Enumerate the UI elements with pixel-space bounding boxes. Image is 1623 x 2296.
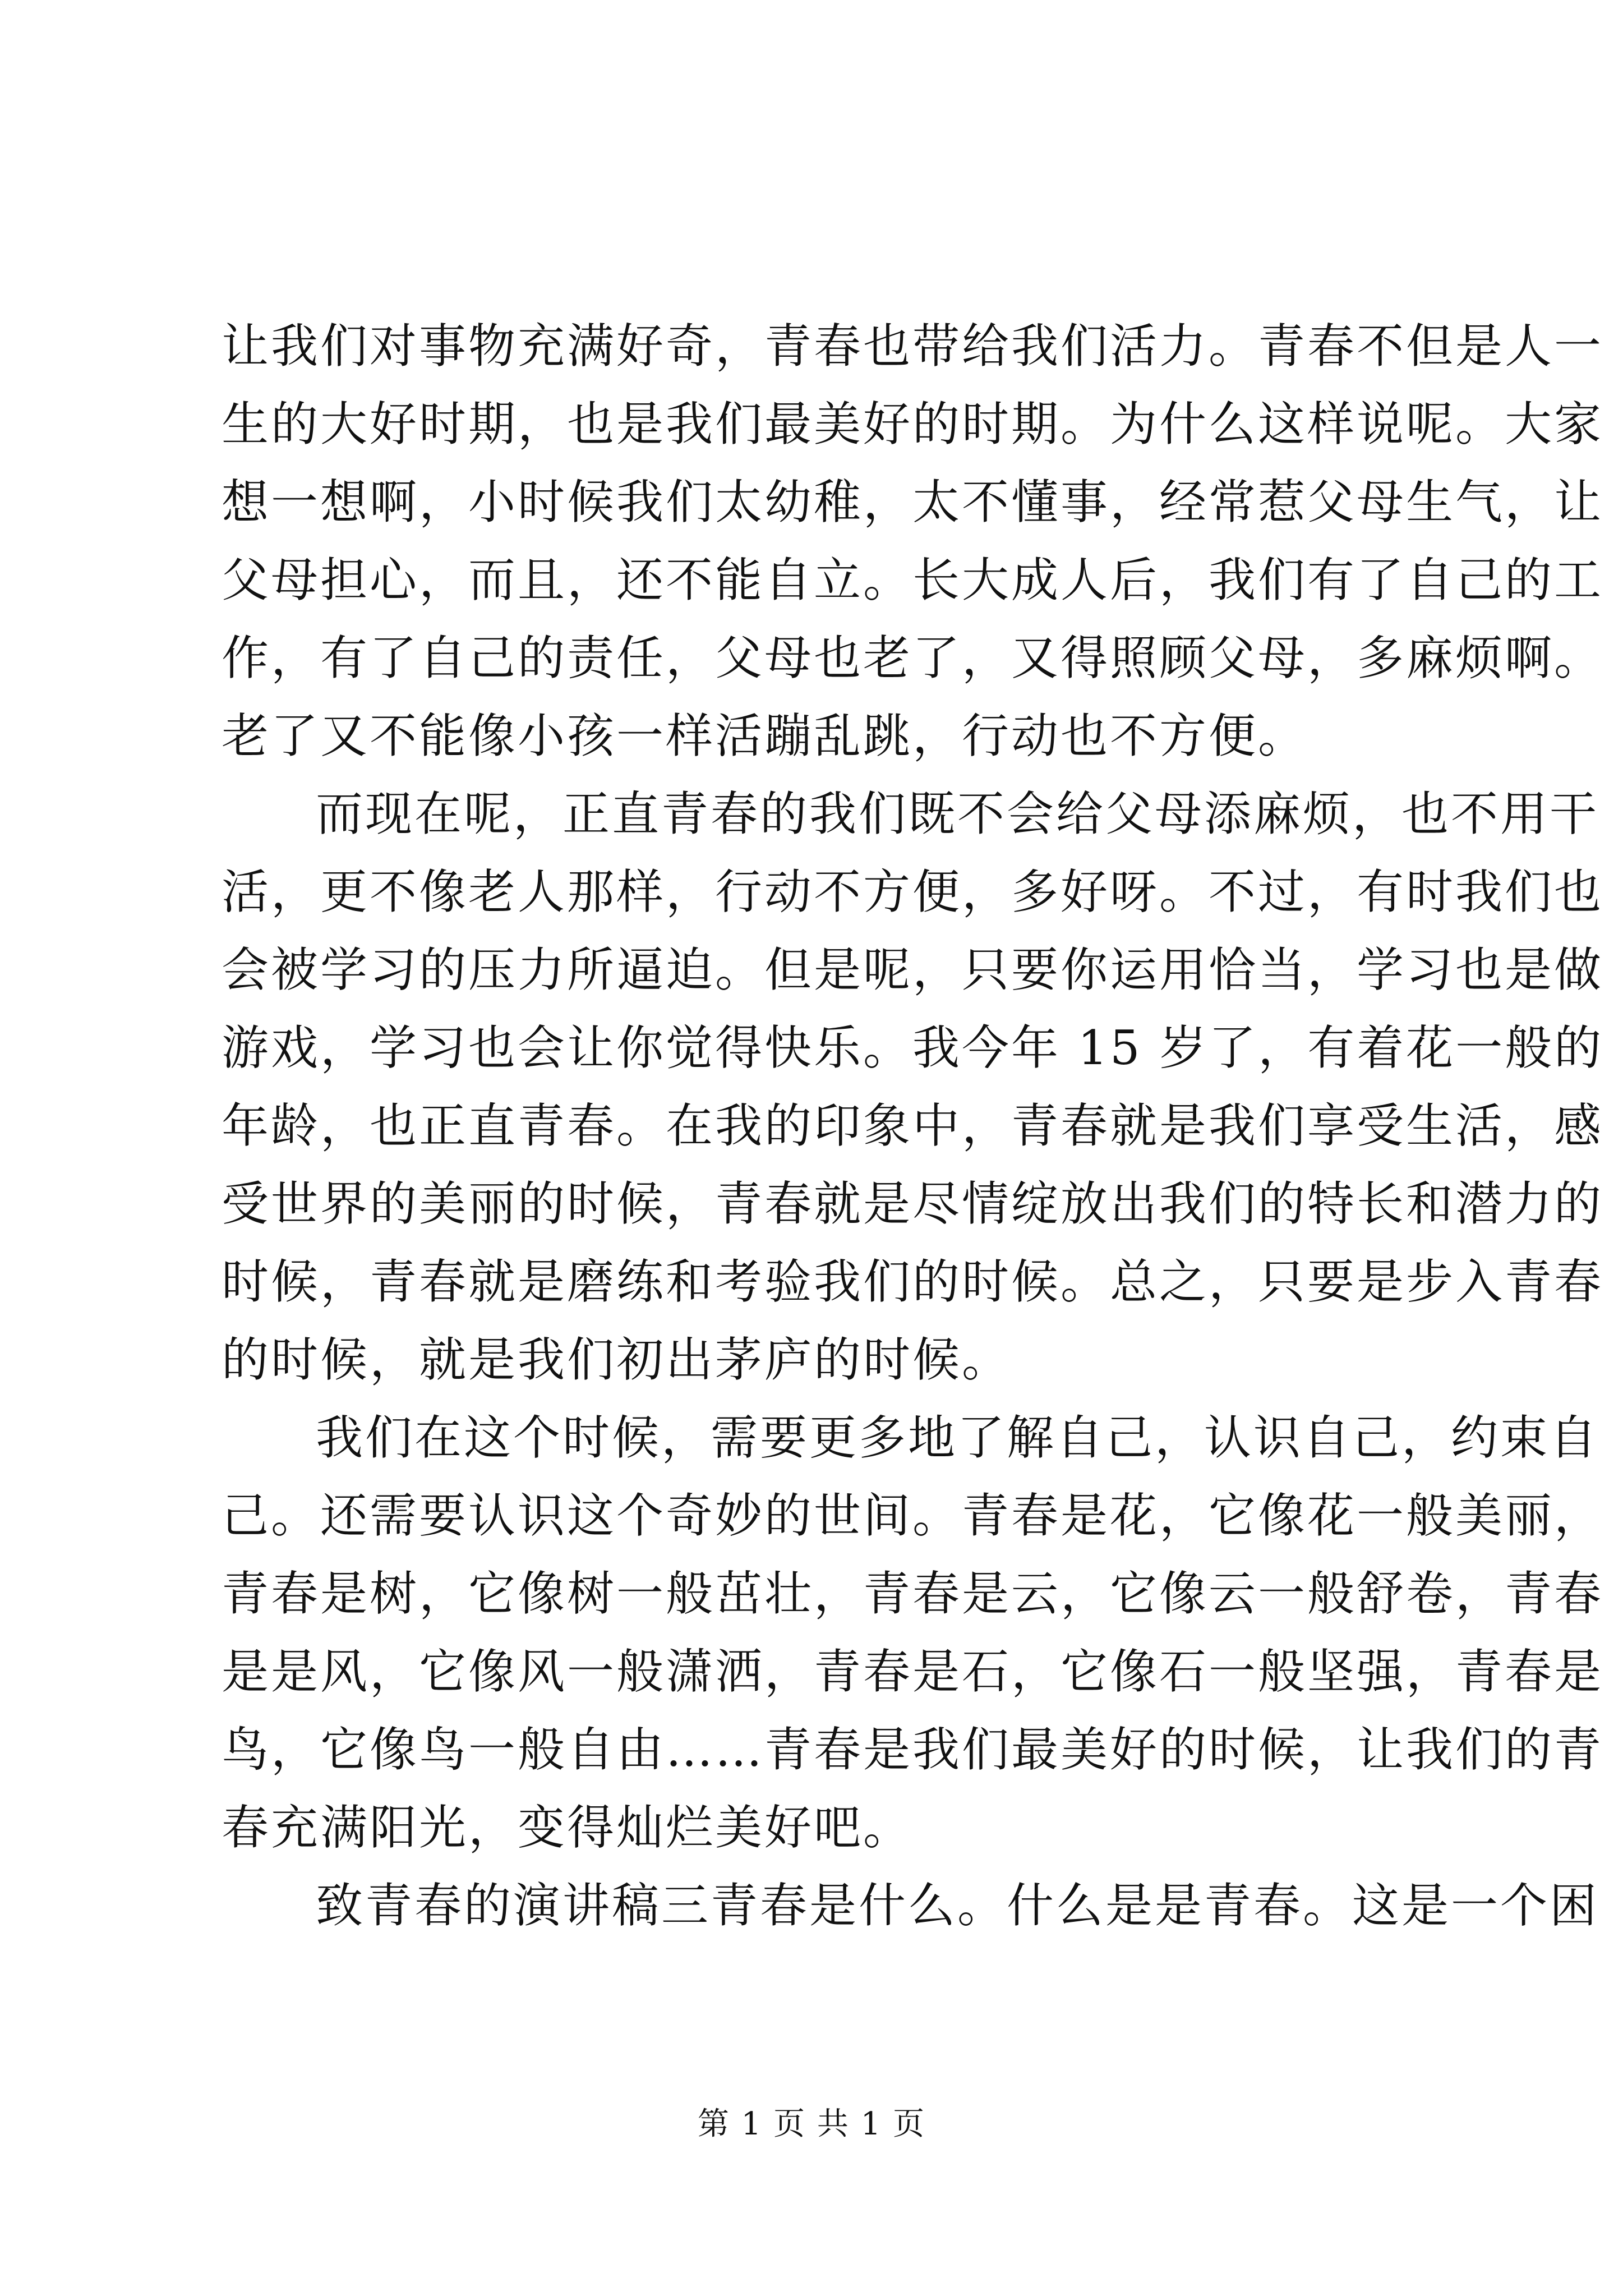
text-line: 我们在这个时候，需要更多地了解自己，认识自己，约束自 bbox=[316, 1410, 1599, 1465]
page-footer: 第 1 页 共 1 页 bbox=[697, 2106, 926, 2142]
text-line: 生的大好时期，也是我们最美好的时期。为什么这样说呢。大家 bbox=[222, 397, 1604, 452]
text-line: 想一想啊，小时候我们太幼稚，太不懂事，经常惹父母生气，让 bbox=[222, 475, 1604, 530]
text-line: 受世界的美丽的时候，青春就是尽情绽放出我们的特长和潜力的 bbox=[222, 1176, 1604, 1231]
text-line: 春充满阳光，变得灿烂美好吧。 bbox=[222, 1800, 913, 1855]
text-line: 青春是树，它像树一般茁壮，青春是云，它像云一般舒卷，青春 bbox=[222, 1566, 1604, 1621]
text-line: 作，有了自己的责任，父母也老了，又得照顾父母，多麻烦啊。 bbox=[222, 631, 1604, 685]
text-line: 鸟，它像鸟一般自由……青春是我们最美好的时候，让我们的青 bbox=[222, 1722, 1604, 1777]
text-line: 老了又不能像小孩一样活蹦乱跳，行动也不方便。 bbox=[222, 708, 1308, 763]
text-line: 是是风，它像风一般潇洒，青春是石，它像石一般坚强，青春是 bbox=[222, 1644, 1604, 1699]
text-line: 的时候，就是我们初出茅庐的时候。 bbox=[222, 1332, 1012, 1387]
text-line: 让我们对事物充满好奇，青春也带给我们活力。青春不但是人一 bbox=[222, 319, 1604, 374]
text-line: 父母担心，而且，还不能自立。长大成人后，我们有了自己的工 bbox=[222, 553, 1604, 608]
text-line: 会被学习的压力所逼迫。但是呢，只要你运用恰当，学习也是做 bbox=[222, 942, 1604, 997]
text-line: 年龄，也正直青春。在我的印象中，青春就是我们享受生活，感 bbox=[222, 1098, 1604, 1153]
text-line: 时候，青春就是磨练和考验我们的时候。总之，只要是步入青春 bbox=[222, 1254, 1604, 1309]
text-line: 己。还需要认识这个奇妙的世间。青春是花，它像花一般美丽， bbox=[222, 1488, 1604, 1543]
text-line: 致青春的演讲稿三青春是什么。什么是是青春。这是一个困 bbox=[316, 1878, 1599, 1933]
document-body bbox=[222, 307, 1604, 1945]
text-line: 活，更不像老人那样，行动不方便，多好呀。不过，有时我们也 bbox=[222, 864, 1604, 919]
text-line: 而现在呢，正直青春的我们既不会给父母添麻烦，也不用干 bbox=[316, 786, 1599, 841]
text-line: 游戏，学习也会让你觉得快乐。我今年 15 岁了，有着花一般的 bbox=[222, 1020, 1604, 1075]
